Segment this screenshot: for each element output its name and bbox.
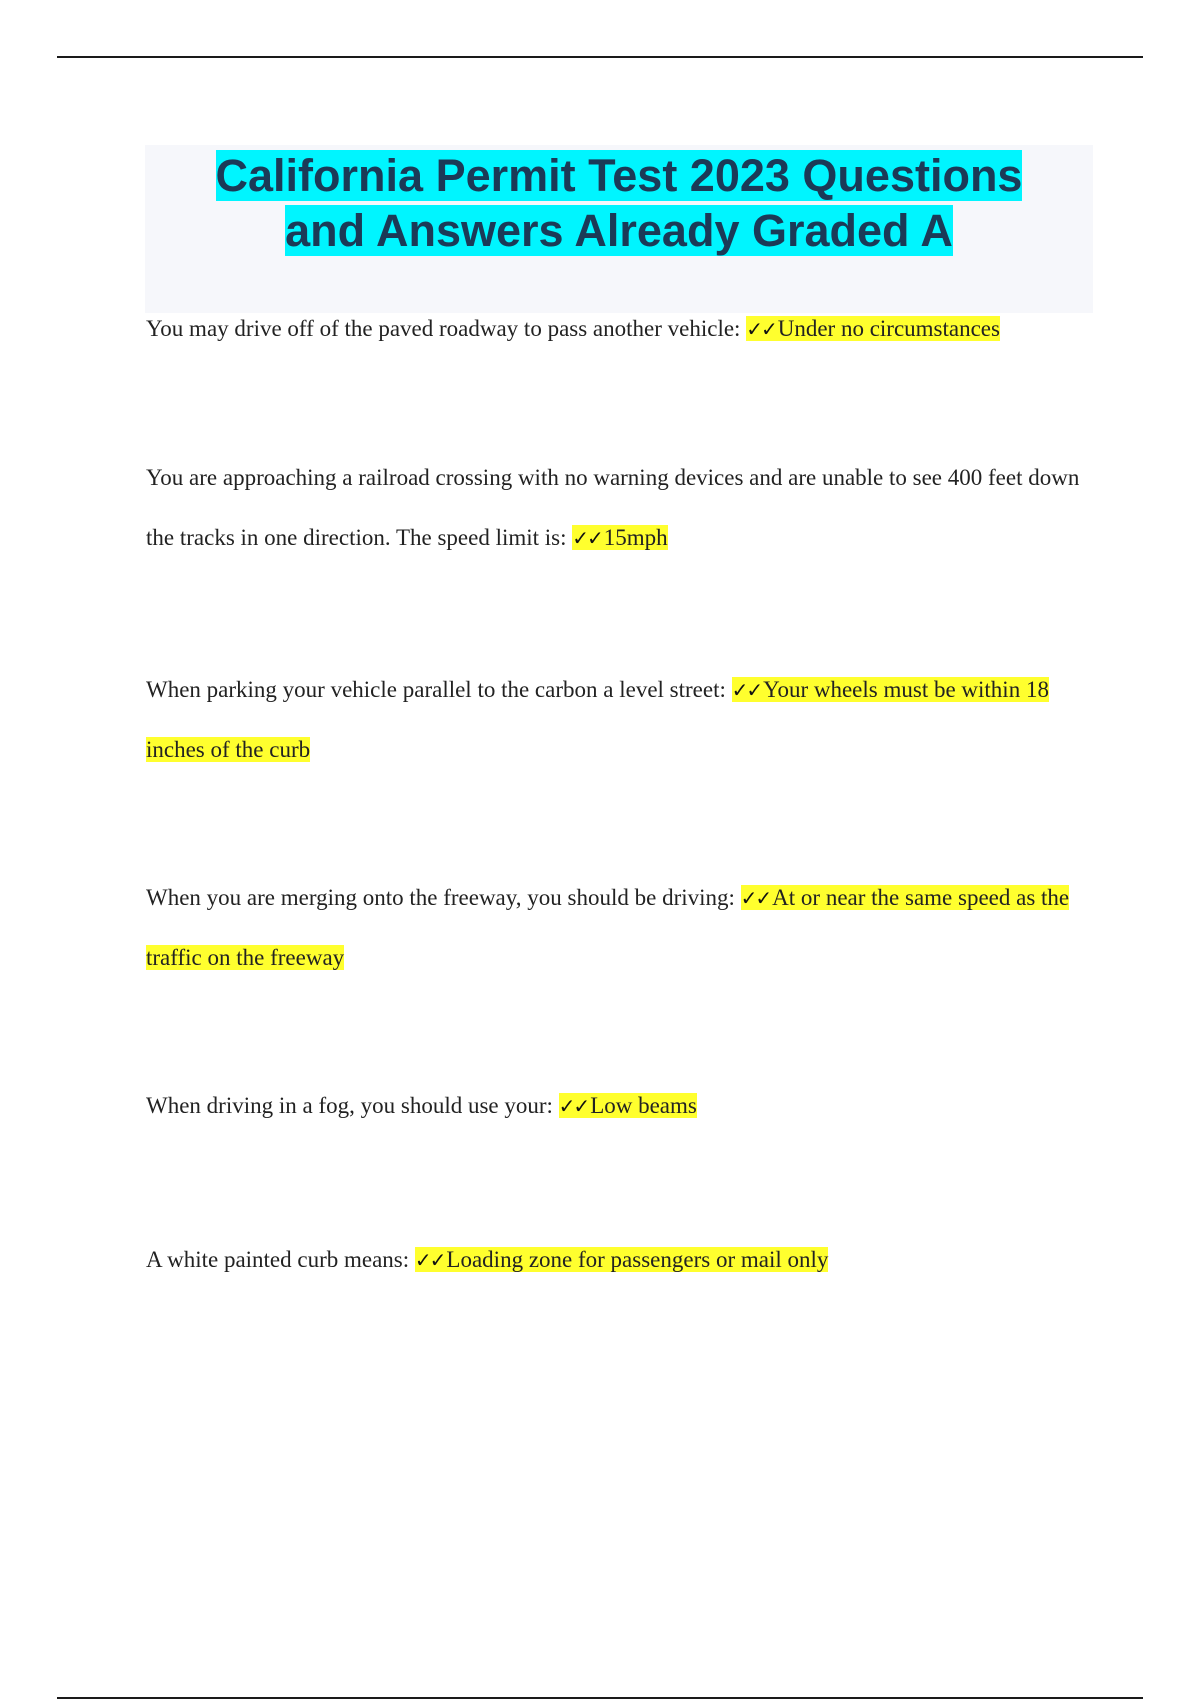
- question-text: When parking your vehicle parallel to the carbon a level street:: [146, 677, 732, 702]
- check-icon: ✓✓: [414, 1248, 445, 1272]
- qa-item-3: [146, 660, 1096, 780]
- question-text: A white painted curb means:: [146, 1247, 415, 1272]
- answer-text: At or near the same speed as the traffic on the freeway: [146, 885, 1070, 970]
- answer-highlight: [746, 316, 1000, 341]
- answer-text: 15mph: [603, 525, 668, 550]
- answer-highlight: [572, 525, 667, 550]
- check-icon: ✓✓: [746, 317, 776, 341]
- check-icon: ✓✓: [558, 1094, 589, 1118]
- answer-text: Your wheels must be within 18 inches of the curb: [146, 677, 1049, 762]
- check-icon: ✓✓: [572, 526, 602, 550]
- question-text: When you are merging onto the freeway, you should be driving:: [146, 885, 741, 910]
- top-rule: [57, 56, 1143, 58]
- qa-item-2: [146, 448, 1096, 568]
- qa-item-5: [146, 1076, 1096, 1136]
- question-text: You are approaching a railroad crossing with no warning devices and are unable to see 400 feet down the tracks in one direction. The speed limit is:: [146, 465, 1080, 550]
- check-icon: ✓✓: [731, 678, 762, 702]
- title-line-2: and Answers Already Graded A: [285, 205, 953, 256]
- question-text: You may drive off of the paved roadway to pass another vehicle:: [146, 316, 747, 341]
- question-text: When driving in a fog, you should use your:: [146, 1093, 559, 1118]
- qa-item-4: [146, 868, 1096, 988]
- qa-item-1: [146, 299, 1096, 359]
- qa-item-6: [146, 1230, 1096, 1290]
- title-panel: [145, 145, 1093, 313]
- check-icon: ✓✓: [740, 886, 771, 910]
- answer-highlight: [415, 1247, 828, 1272]
- answer-highlight: [559, 1093, 697, 1118]
- answer-text: Loading zone for passengers or mail only: [446, 1247, 829, 1272]
- document-title: [145, 145, 1093, 258]
- answer-text: Low beams: [590, 1093, 697, 1118]
- title-line-1: California Permit Test 2023 Questions: [215, 150, 1023, 201]
- bottom-rule: [57, 1697, 1143, 1699]
- answer-text: Under no circumstances: [777, 316, 1000, 341]
